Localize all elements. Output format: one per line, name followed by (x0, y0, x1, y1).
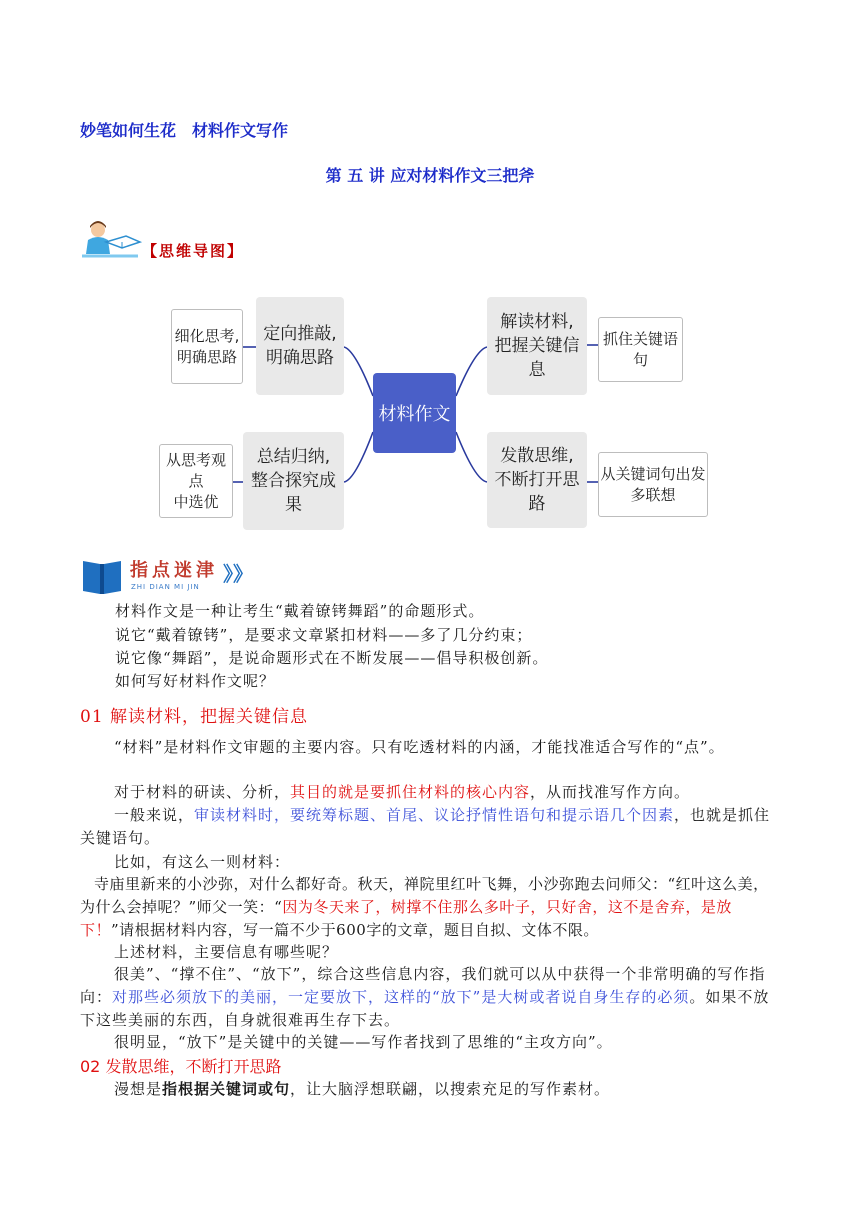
double-chevron-icon: 》》 (223, 562, 253, 586)
mindmap-leaf-top-left: 细化思考, 明确思路 (171, 309, 243, 384)
mindmap-node-top-right: 解读材料, 把握关键信息 (487, 297, 587, 395)
mindmap-node-bottom-left: 总结归纳, 整合探究成果 (243, 432, 344, 530)
section1-p7-highlight: 对那些必须放下的美丽，一定要放下，这样的“放下”是大树或者说自身生存的必须 (112, 988, 690, 1006)
tips-pinyin: ZHI DIAN MI JIN (131, 583, 200, 591)
section2-p1-text: 漫想是 (114, 1080, 163, 1098)
mindmap-node-bottom-right: 发散思维, 不断打开思路 (487, 432, 587, 528)
tips-title: 指点迷津 (130, 560, 218, 581)
section1-heading: 01 解读材料，把握关键信息 (80, 707, 309, 727)
mindmap (0, 0, 860, 560)
section1-p7-text-end: 。如果不放下这些美丽的东西，自身就很难再生存下去。 (80, 988, 770, 1029)
section1-p3-highlight: 审读材料时，要统筹标题、首尾、议论抒情性语句和提示语几个因素 (194, 806, 675, 824)
section1-p7-text: 很美”、“撑不住”、“放下”，综合这些信息内容，我们就可以从中获得一个非常明确的写作指向： (80, 965, 766, 1006)
section2-p1-bold: 指根据关键词或句 (162, 1080, 291, 1098)
section1-p2-text-end: ，从而找准写作方向。 (530, 783, 691, 801)
section1-quote-text: 寺庙里新来的小沙弥，对什么都好奇。秋天，禅院里红叶飞舞，小沙弥跑去问师父：“红叶这么美，为什么会掉呢？”师父一笑：“ (80, 875, 769, 916)
section1-p3-text-end: ，也就是抓住关键语句。 (80, 806, 771, 847)
section1-material-quote (80, 873, 782, 942)
series-title: 妙笔如何生花 材料作文写作 (80, 121, 289, 140)
section2-p1-text-end: ，让大脑浮想联翩，以搜索充足的写作素材。 (290, 1080, 611, 1098)
tips-banner (80, 556, 255, 598)
section1-paragraph-2 (80, 781, 782, 803)
open-book-icon (80, 558, 124, 596)
section1-paragraph-6: 上述材料，主要信息有哪些呢？ (114, 943, 339, 961)
section1-quote-text-end: ”请根据材料内容，写一篇不少于600字的文章，题目自拟、文体不限。 (111, 921, 599, 939)
mindmap-connectors (0, 0, 860, 560)
section1-p2-highlight: 其目的就是要抓住材料的核心内容 (290, 783, 531, 801)
intro-line-3: 说它像“舞蹈”，是说命题形式在不断发展——倡导积极创新。 (115, 649, 549, 667)
section1-paragraph-3 (80, 804, 782, 850)
mindmap-leaf-top-right: 抓住关键语 句 (598, 317, 683, 382)
section1-paragraph-4: 比如，有这么一则材料： (114, 853, 291, 871)
section1-paragraph-7 (80, 963, 782, 1032)
section1-paragraph-8: 很明显，“放下”是关键中的关键——写作者找到了思维的“主攻方向”。 (114, 1033, 613, 1051)
intro-line-1: 材料作文是一种让考生“戴着镣铐舞蹈”的命题形式。 (115, 602, 485, 620)
section1-quote-highlight: 因为冬天来了，树撑不住那么多叶子，只好舍，这不是舍弃，是放下！ (80, 898, 732, 939)
mindmap-leaf-bottom-left: 从思考观点 中选优 (159, 444, 233, 518)
mindmap-node-top-left: 定向推敲, 明确思路 (256, 297, 344, 395)
intro-line-2: 说它“戴着镣铐”，是要求文章紧扣材料——多了几分约束； (115, 626, 533, 644)
section1-p2-text: 对于材料的研读、分析， (114, 783, 291, 801)
mindmap-section-label: 【思维导图】 (142, 242, 245, 260)
section2-heading: 02 发散思维，不断打开思路 (80, 1057, 282, 1076)
lecture-title: 第 五 讲 应对材料作文三把斧 (325, 166, 535, 185)
intro-line-4: 如何写好材料作文呢？ (115, 672, 276, 690)
mindmap-center-node: 材料作文 (373, 373, 456, 453)
section1-paragraph-1: “材料”是材料作文审题的主要内容。只有吃透材料的内涵，才能找准适合写作的“点”。 (114, 738, 725, 756)
mindmap-leaf-bottom-right: 从关键词句出发 多联想 (598, 452, 708, 517)
section1-p3-text: 一般来说， (114, 806, 195, 824)
section2-paragraph-1 (80, 1078, 782, 1100)
